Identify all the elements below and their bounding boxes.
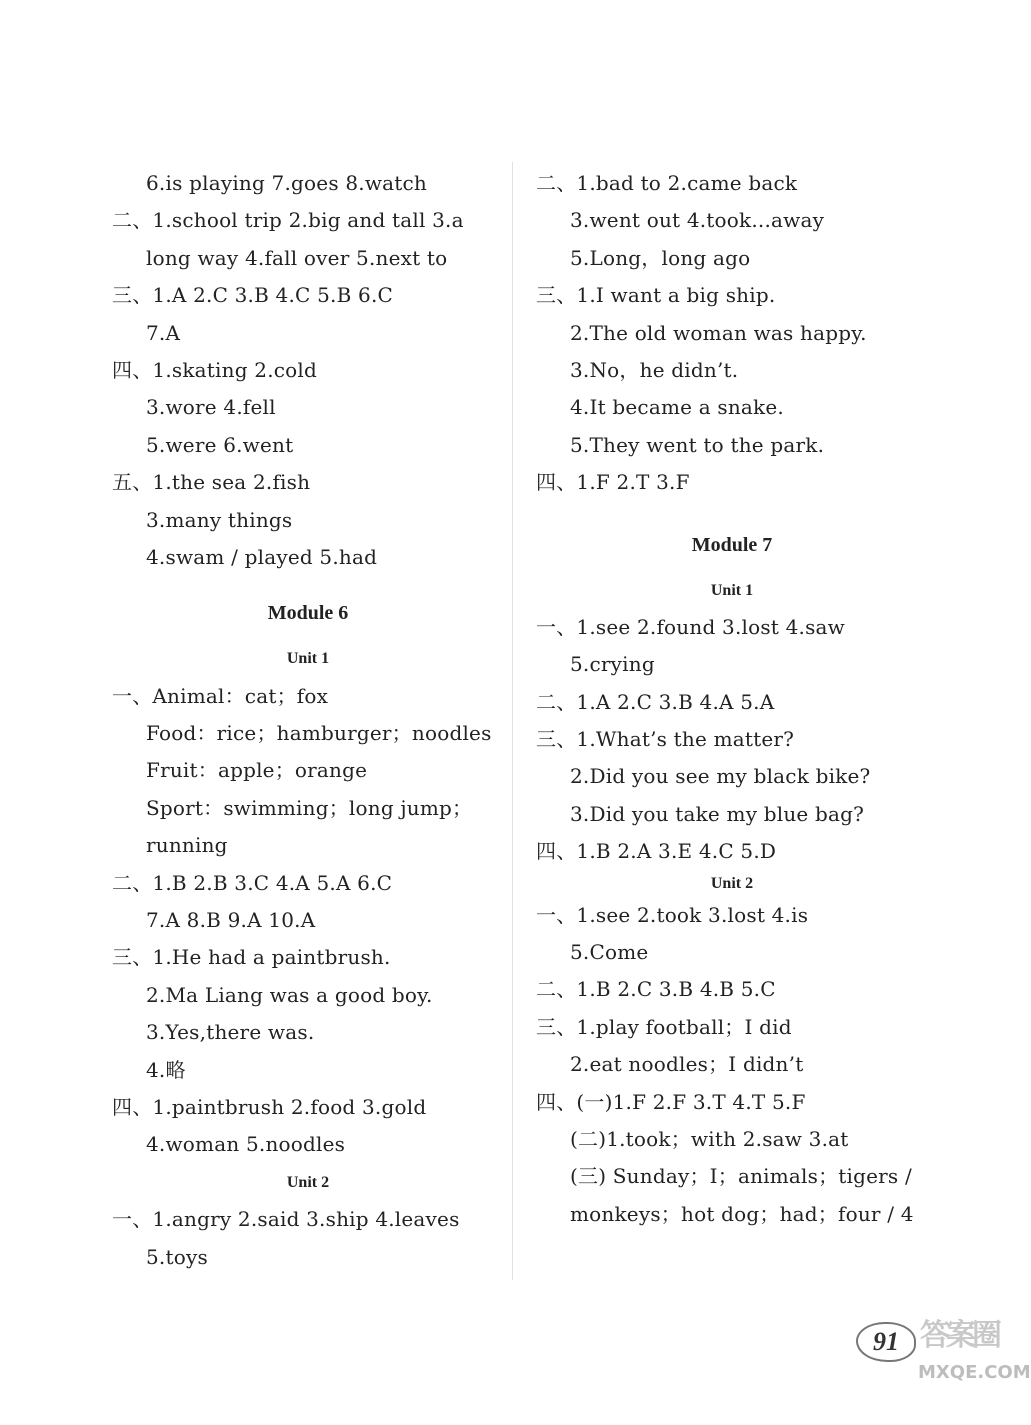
answer-line: 7.A 8.B 9.A 10.A [146, 908, 316, 933]
answer-line: 2.Did you see my black bike? [570, 764, 871, 789]
page-number [856, 1322, 916, 1362]
answer-line: 5.Long，long ago [570, 245, 751, 270]
answer-line: Food：rice；hamburger；noodles [146, 721, 492, 746]
answer-line: long way 4.fall over 5.next to [146, 245, 448, 270]
answer-line: 二、1.B 2.B 3.C 4.A 5.A 6.C [112, 870, 393, 895]
module-title: Module 6 [267, 602, 349, 625]
left-column [112, 165, 504, 1276]
answer-line: 7.A [146, 320, 181, 345]
answer-line: 4.It became a snake. [570, 395, 784, 420]
watermark-cn: 答案圈 [920, 1318, 998, 1353]
column-divider [512, 162, 513, 1280]
answer-line: 2.Ma Liang was a good boy. [146, 982, 433, 1007]
answer-line: (二)1.took；with 2.saw 3.at [570, 1126, 849, 1151]
answer-line: 3.Yes,there was. [146, 1020, 315, 1045]
watermark [918, 1316, 1031, 1424]
answer-line: 二、1.school trip 2.big and tall 3.a [112, 208, 464, 233]
answer-line: 5.toys [146, 1244, 208, 1269]
answer-line: 3.No，he didn’t. [570, 357, 739, 382]
answer-line: 6.is playing 7.goes 8.watch [146, 171, 427, 195]
answer-line: 5.were 6.went [146, 432, 294, 457]
answer-line: 三、1.He had a paintbrush. [112, 945, 391, 970]
unit-title: Unit 2 [286, 1173, 330, 1191]
answer-line: 一、Animal：cat；fox [112, 683, 329, 708]
answer-line: 2.The old woman was happy. [570, 320, 867, 345]
answer-line: 三、1.A 2.C 3.B 4.C 5.B 6.C [112, 283, 394, 308]
answer-line: 3.wore 4.fell [146, 395, 276, 420]
watermark-en: MXQE.COM [918, 1362, 1031, 1383]
answer-line: 4.swam / played 5.had [146, 544, 378, 569]
answer-line: 一、1.angry 2.said 3.ship 4.leaves [112, 1207, 460, 1232]
answer-line: 四、1.paintbrush 2.food 3.gold [112, 1094, 427, 1119]
answer-line: 三、1.play football；I did [536, 1014, 792, 1039]
answer-line: (三) Sunday；I；animals；tigers / [570, 1164, 912, 1189]
answer-line: 四、1.F 2.T 3.F [536, 470, 690, 495]
answer-line: 2.eat noodles；I didn’t [570, 1052, 804, 1077]
answer-line: 3.Did you take my blue bag? [570, 801, 865, 826]
answer-line: 4.woman 5.noodles [146, 1132, 346, 1157]
answer-line: 3.went out 4.took...away [570, 208, 825, 233]
answer-line: 5.They went to the park. [570, 432, 825, 457]
module-title: Module 7 [691, 533, 773, 556]
answer-line: 5.crying [570, 652, 655, 677]
answer-line: 四、1.skating 2.cold [112, 357, 317, 382]
answer-line: 二、1.bad to 2.came back [536, 171, 798, 195]
answer-line: Fruit：apple；orange [146, 758, 368, 783]
answer-line: Sport：swimming；long jump； [146, 795, 473, 820]
answer-line: 5.Come [570, 940, 649, 965]
answer-line: 4.略 [146, 1057, 186, 1082]
right-column [536, 165, 928, 1233]
page-number-text: 91 [873, 1327, 899, 1356]
answer-line: running [146, 833, 228, 858]
answer-line: 3.many things [146, 507, 293, 532]
answer-line: 一、1.see 2.took 3.lost 4.is [536, 902, 809, 927]
answer-line: monkeys；hot dog；had；four / 4 [570, 1201, 914, 1226]
answer-line: 三、1.I want a big ship. [536, 283, 776, 308]
answer-line: 二、1.B 2.C 3.B 4.B 5.C [536, 977, 776, 1002]
unit-title: Unit 1 [286, 650, 330, 668]
page-number-ornament [856, 1322, 916, 1362]
answer-line: 四、1.B 2.A 3.E 4.C 5.D [536, 839, 777, 864]
answer-line: 三、1.What’s the matter? [536, 727, 795, 752]
unit-title: Unit 2 [710, 874, 754, 892]
answer-line: 一、1.see 2.found 3.lost 4.saw [536, 614, 845, 639]
answer-line: 二、1.A 2.C 3.B 4.A 5.A [536, 689, 775, 714]
answer-line: 四、(一)1.F 2.F 3.T 4.T 5.F [536, 1089, 806, 1114]
answer-line: 五、1.the sea 2.fish [112, 470, 311, 495]
unit-title: Unit 1 [710, 581, 754, 599]
